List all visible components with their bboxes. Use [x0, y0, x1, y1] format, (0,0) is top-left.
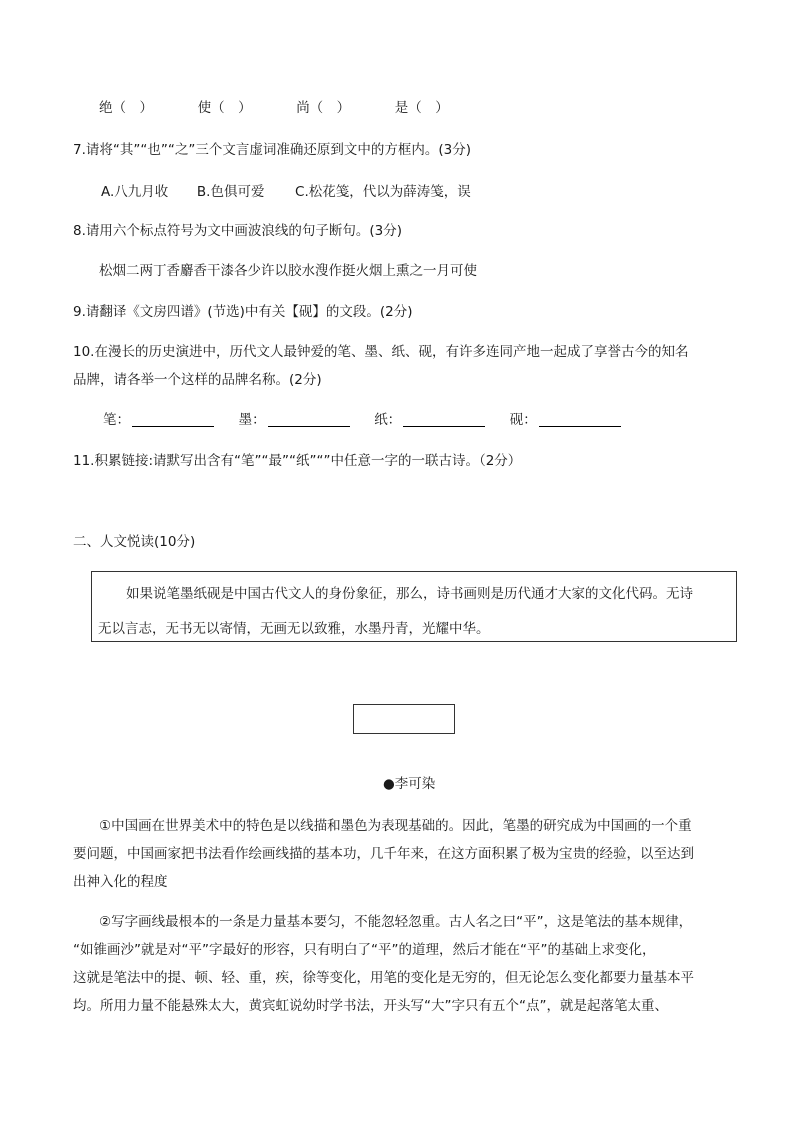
- q8-text: 松烟二两丁香麝香干漆各少许以胶水溲作挺火烟上熏之一月可使: [99, 263, 477, 279]
- section-heading: 二、人文悦读(10分): [73, 534, 196, 550]
- q6-item: 尚（ ）: [296, 100, 351, 116]
- q9-question: 9.请翻译《文房四谱》(节选)中有关【砚】的文段。(2分): [73, 304, 413, 320]
- q6-item: 是（ ）: [394, 100, 449, 116]
- q6-item: 使（ ）: [197, 100, 252, 116]
- q7-option-a: A.八九月收: [101, 184, 169, 200]
- p2-line1: ②写字画线最根本的一条是力量基本要匀，不能忽轻忽重。古人名之曰“平”，这是笔法的基本规律，: [99, 914, 693, 930]
- q7-option-b: B.色俱可爱: [196, 184, 265, 200]
- q10-answer-row: [103, 408, 621, 428]
- q10-question-line1: 10.在漫长的历史演进中，历代文人最钟爱的笔、墨、纸、砚，有许多连同产地一起成了享誉古今的知名: [73, 344, 689, 360]
- p2-line4: 均。所用力量不能悬殊太大，黄宾虹说幼时学书法，开头写“大”字只有五个“点”，就是起落笔太重、: [73, 998, 668, 1014]
- q6-answer-line: [99, 96, 449, 116]
- quote-line1: 如果说笔墨纸砚是中国古代文人的身份象征，那么，诗书画则是历代通才大家的文化代码。无诗: [126, 586, 693, 602]
- q6-item: 绝（ ）: [99, 100, 153, 116]
- label-bi: 笔：: [103, 412, 130, 428]
- q10-question-line2: 品牌，请各举一个这样的品牌名称。(2分): [73, 372, 322, 388]
- answer-blank-zhi[interactable]: [403, 412, 485, 427]
- label-zhi: 纸：: [374, 412, 402, 428]
- answer-blank-bi[interactable]: [132, 412, 214, 427]
- label-mo: 墨：: [238, 412, 266, 428]
- article-title-box: [353, 704, 455, 734]
- answer-blank-mo[interactable]: [268, 412, 350, 427]
- quote-box: [91, 571, 737, 642]
- p2-line2: “如锥画沙”就是对“平”字最好的形容，只有明白了“平”的道理，然后才能在“平”的基础上求变化，: [73, 942, 656, 958]
- q11-question: 11.积累链接:请默写出含有“笔”“最”“纸”“”中任意一字的一联古诗。（2分）: [73, 453, 522, 469]
- p1-line1: ①中国画在世界美术中的特色是以线描和墨色为表现基础的。因此，笔墨的研究成为中国画的一个重: [99, 818, 692, 834]
- quote-line2: 无以言志，无书无以寄情，无画无以致雅，水墨丹青，光耀中华。: [98, 621, 490, 637]
- p1-line2: 要问题，中国画家把书法看作绘画线描的基本功，几千年来，在这方面积累了极为宝贵的经验，以至达到: [73, 846, 694, 862]
- q7-question: 7.请将“其”“也”“之”三个文言虚词准确还原到文中的方框内。(3分): [73, 142, 471, 158]
- answer-blank-yan[interactable]: [539, 412, 621, 427]
- article-author: ●李可染: [383, 776, 436, 792]
- q7-options: [101, 180, 471, 200]
- p2-line3: 这就是笔法中的提、顿、轻、重，疾，徐等变化，用笔的变化是无穷的，但无论怎么变化都要力量基本平: [73, 970, 694, 986]
- q7-option-c: C.松花笺，代以为薛涛笺，误: [295, 184, 471, 200]
- label-yan: 砚：: [509, 412, 537, 428]
- q8-question: 8.请用六个标点符号为文中画波浪线的句子断句。(3分): [73, 223, 403, 239]
- p1-line3: 出神入化的程度: [73, 874, 168, 890]
